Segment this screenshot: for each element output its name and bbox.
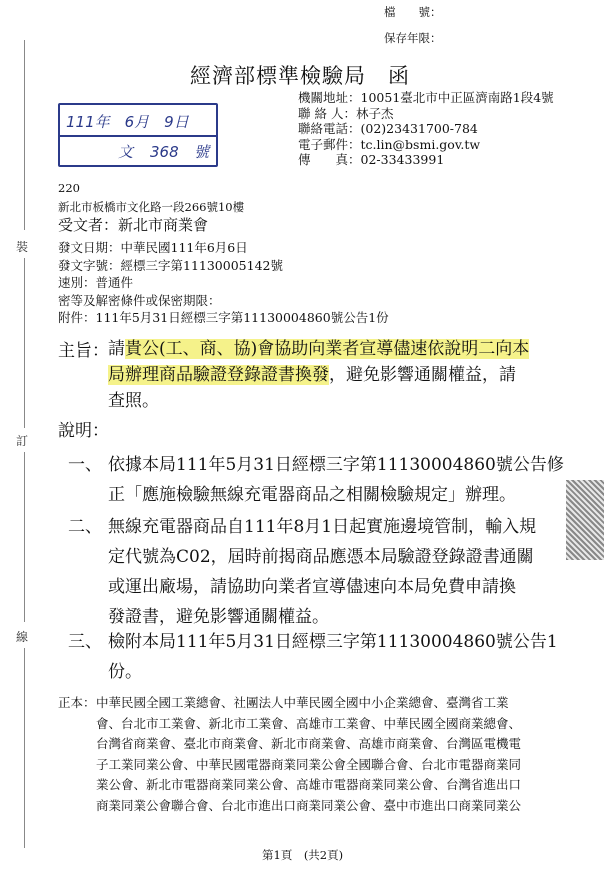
explain-item-number: 二、 xyxy=(68,517,102,537)
explain-item: 依據本局111年5月31日經標三字第11130004860號公告修 正「應施檢驗無線充電器商品之相關檢驗規定」辦理。 xyxy=(108,455,564,505)
contact-row: 機關地址：10051臺北市中正區濟南路1段4號 xyxy=(298,90,554,105)
contact-block xyxy=(298,90,554,168)
subject-highlight: 局辦理商品驗證登錄證書換發 xyxy=(108,365,329,385)
explain-label: 說明： xyxy=(58,421,109,441)
contact-row: 電子郵件：tc.lin@bsmi.gov.tw xyxy=(298,136,481,152)
issue-number: 發文字號：經標三字第11130005142號 xyxy=(58,257,283,273)
recipient-address: 新北市板橋市文化路一段266號10樓 xyxy=(58,200,245,214)
explain-item-number: 一、 xyxy=(68,455,102,475)
postcode: 220 xyxy=(58,181,80,195)
file-number-label: 檔 號： xyxy=(384,5,442,19)
recipient-line: 受文者：新北市商業會 xyxy=(58,216,209,234)
subject-label: 主旨： xyxy=(58,341,109,361)
stamp-date: 111年 6月 9日 xyxy=(66,113,189,131)
retention-period-label: 保存年限： xyxy=(384,31,442,45)
binding-mark-mid: 訂 xyxy=(16,434,29,448)
copies-label: 正本： xyxy=(58,695,96,710)
contact-row: 聯 絡 人：林子杰 xyxy=(298,105,394,121)
binding-line xyxy=(24,648,25,848)
received-stamp xyxy=(58,103,218,167)
confidentiality: 密等及解密條件或保密期限： xyxy=(58,292,221,308)
subject-highlight: 貴公(工、商、協)會協助向業者宣導儘速依說明二向本 xyxy=(125,339,530,359)
urgency: 速別：普通件 xyxy=(58,275,134,290)
contact-row: 聯絡電話：(02)23431700-784 xyxy=(298,121,478,136)
stamp-number-prefix: 文 xyxy=(118,143,134,161)
binding-line xyxy=(24,258,25,428)
copies-list: 中華民國全國工業總會、社團法人中華民國全國中小企業總會、臺灣省工業 會、台北市工業會、新北市工業會、高雄市工業會、中華民國全國商業總會、 台灣省商業會、臺北市商業會、新北市商業會、高雄市商業會、台灣區電機電 子工業同業公會、中華民國電器商業同業公會全國聯合會、台北市電器商業同 業公會、新北市電器商業同業公會、高雄市電器商業同業公會、台灣省進出口 商業同業公會聯合會、台北市進出口商業同業公會、臺中市進出口商業同業公 xyxy=(96,695,522,813)
explain-item-number: 三、 xyxy=(68,632,102,652)
stamp-number: 368 xyxy=(150,143,179,161)
binding-line xyxy=(24,40,25,230)
binding-mark-top: 裝 xyxy=(16,240,29,254)
contact-row: 傳 真：02-33433991 xyxy=(298,152,445,167)
explain-item: 無線充電器商品自111年8月1日起實施邊境管制，輸入規 定代號為C02，屆時前揭商品應憑本局驗證登錄證書通關 或運出廠場，請協助向業者宣導儘速向本局免費申請換 發證書，避免影響通關權益。 xyxy=(108,517,537,627)
attachment: 附件：111年5月31日經標三字第11130004860號公告1份 xyxy=(58,310,389,325)
document-title: 經濟部標準檢驗局 函 xyxy=(190,64,410,88)
stamp-suffix: 號 xyxy=(194,143,210,161)
meta-block xyxy=(58,239,389,327)
binding-mark-bottom: 線 xyxy=(16,630,29,644)
binding-line xyxy=(24,452,25,622)
explain-item: 檢附本局111年5月31日經標三字第11130004860號公告1 份。 xyxy=(108,632,558,682)
subject-text: 請貴公(工、商、協)會協助向業者宣導儘速依說明二向本 局辦理商品驗證登錄證書換發，避免影響通關權益，請 查照。 xyxy=(108,339,530,411)
page-number: 第1頁 (共2頁) xyxy=(262,848,344,862)
seal-impression xyxy=(566,480,604,560)
issue-date: 發文日期：中華民國111年6月6日 xyxy=(58,240,248,255)
